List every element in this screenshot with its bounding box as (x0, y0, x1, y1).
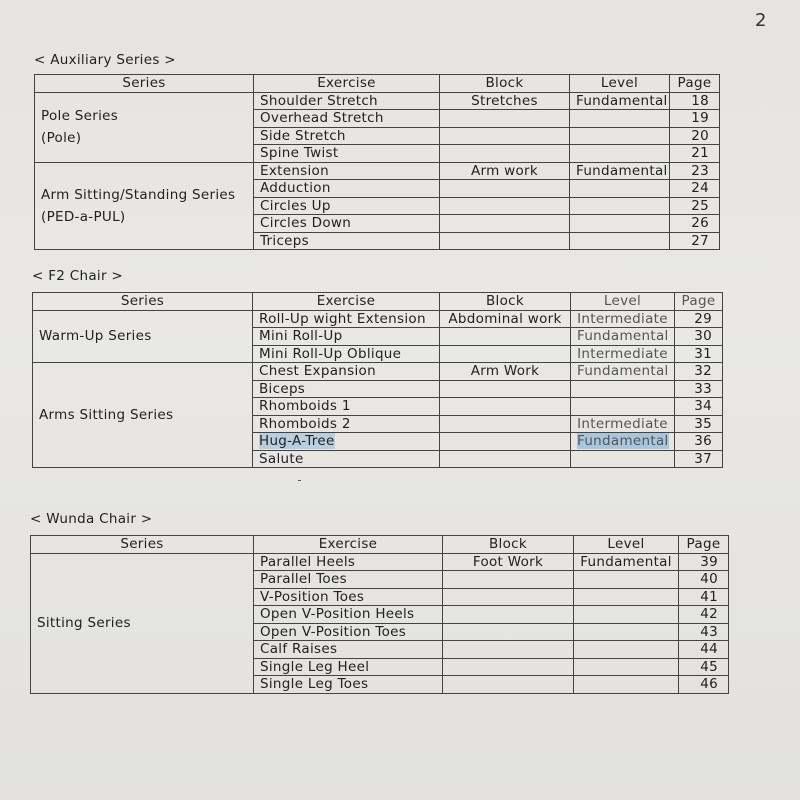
level-cell (570, 215, 670, 233)
highlighted-exercise: Hug-A-Tree (259, 433, 335, 450)
exercise-cell: Mini Roll-Up Oblique (253, 345, 440, 363)
page-cell: 30 (675, 328, 723, 346)
level-cell (570, 127, 670, 145)
series-apparatus: (PED-a-PUL) (41, 208, 126, 225)
exercise-cell: Open V-Position Heels (254, 606, 443, 624)
table-wunda-chair (30, 535, 729, 694)
page-cell: 19 (670, 110, 720, 128)
page-cell: 43 (679, 623, 729, 641)
page-cell: 42 (679, 606, 729, 624)
section-title-auxiliary: < Auxiliary Series > (34, 52, 176, 68)
page-cell: 25 (670, 197, 720, 215)
exercise-cell: Spine Twist (254, 145, 440, 163)
page-cell: 36 (675, 433, 723, 451)
block-cell: Arm work (440, 162, 570, 180)
block-cell (440, 450, 571, 468)
block-cell (443, 658, 574, 676)
table-row (35, 92, 720, 110)
page-cell: 37 (675, 450, 723, 468)
header-level: Level (574, 536, 679, 554)
level-cell: Intermediate (571, 345, 675, 363)
block-cell (440, 127, 570, 145)
page-cell: 23 (670, 162, 720, 180)
block-cell: Abdominal work (440, 310, 571, 328)
level-cell (570, 197, 670, 215)
level-cell (574, 588, 679, 606)
series-apparatus: (Pole) (41, 130, 82, 146)
header-series: Series (35, 75, 254, 93)
level-cell (571, 433, 675, 451)
page-cell: 35 (675, 415, 723, 433)
exercise-cell (253, 433, 440, 451)
level-cell: Fundamental (570, 162, 670, 180)
exercise-cell: Biceps (253, 380, 440, 398)
header-series: Series (31, 536, 254, 554)
page-cell: 40 (679, 571, 729, 589)
block-cell (443, 571, 574, 589)
exercise-cell: Rhomboids 1 (253, 398, 440, 416)
level-cell (570, 232, 670, 250)
page-cell: 29 (675, 310, 723, 328)
level-cell (574, 676, 679, 694)
header-level: Level (570, 75, 670, 93)
page-cell: 20 (670, 127, 720, 145)
page-cell: 39 (679, 553, 729, 571)
header-row (31, 536, 729, 554)
page-cell: 46 (679, 676, 729, 694)
block-cell (440, 328, 571, 346)
header-page: Page (670, 75, 720, 93)
page-cell: 34 (675, 398, 723, 416)
series-name: Pole Series (41, 108, 119, 124)
highlighted-level: Fundamental (577, 433, 669, 450)
exercise-cell: Parallel Toes (254, 571, 443, 589)
series-cell (33, 363, 253, 468)
level-cell (571, 380, 675, 398)
level-cell (571, 398, 675, 416)
exercise-cell: Overhead Stretch (254, 110, 440, 128)
exercise-cell: Triceps (254, 232, 440, 250)
page-cell: 26 (670, 215, 720, 233)
block-cell (440, 180, 570, 198)
page-cell: 18 (670, 92, 720, 110)
block-cell (440, 232, 570, 250)
exercise-cell: Roll-Up wight Extension (253, 310, 440, 328)
block-cell: Arm Work (440, 363, 571, 381)
block-cell (443, 641, 574, 659)
exercise-cell: Rhomboids 2 (253, 415, 440, 433)
exercise-cell: Single Leg Heel (254, 658, 443, 676)
block-cell (440, 433, 571, 451)
table-row (31, 553, 729, 571)
exercise-cell: Single Leg Toes (254, 676, 443, 694)
table-row (35, 162, 720, 180)
exercise-cell: Shoulder Stretch (254, 92, 440, 110)
page-cell: 45 (679, 658, 729, 676)
exercise-cell: Side Stretch (254, 127, 440, 145)
page-cell: 32 (675, 363, 723, 381)
header-exercise: Exercise (254, 75, 440, 93)
page-cell: 27 (670, 232, 720, 250)
table-row (33, 363, 723, 381)
block-cell: Foot Work (443, 553, 574, 571)
header-row (33, 293, 723, 311)
level-cell: Intermediate (571, 310, 675, 328)
section-title-wunda-chair: < Wunda Chair > (30, 511, 153, 527)
level-cell: Fundamental (570, 92, 670, 110)
header-level: Level (571, 293, 675, 311)
block-cell (440, 110, 570, 128)
table-auxiliary (34, 74, 720, 250)
level-cell: Fundamental (574, 553, 679, 571)
level-cell (574, 641, 679, 659)
header-page: Page (679, 536, 729, 554)
block-cell (443, 606, 574, 624)
header-row (35, 75, 720, 93)
block-cell (443, 676, 574, 694)
exercise-cell: Adduction (254, 180, 440, 198)
page-cell: 33 (675, 380, 723, 398)
header-series: Series (33, 293, 253, 311)
level-cell (570, 180, 670, 198)
series-cell (35, 162, 254, 250)
block-cell (440, 415, 571, 433)
level-cell (571, 450, 675, 468)
series-name: Sitting Series (37, 615, 131, 631)
header-exercise: Exercise (254, 536, 443, 554)
page-number: 2 (755, 10, 767, 31)
exercise-cell: V-Position Toes (254, 588, 443, 606)
exercise-cell: Salute (253, 450, 440, 468)
block-cell (440, 345, 571, 363)
exercise-cell: Open V-Position Toes (254, 623, 443, 641)
exercise-cell: Parallel Heels (254, 553, 443, 571)
exercise-cell: Extension (254, 162, 440, 180)
level-cell: Fundamental (571, 328, 675, 346)
stray-mark (298, 480, 301, 481)
header-exercise: Exercise (253, 293, 440, 311)
page-cell: 41 (679, 588, 729, 606)
table-row (33, 310, 723, 328)
block-cell (440, 398, 571, 416)
block-cell (443, 588, 574, 606)
level-cell: Intermediate (571, 415, 675, 433)
page-cell: 21 (670, 145, 720, 163)
series-name: Arms Sitting Series (39, 407, 174, 423)
level-cell (574, 658, 679, 676)
series-cell (33, 310, 253, 363)
header-block: Block (440, 293, 571, 311)
exercise-cell: Calf Raises (254, 641, 443, 659)
series-cell (31, 553, 254, 693)
table-f2-chair (32, 292, 723, 468)
header-block: Block (440, 75, 570, 93)
page-cell: 24 (670, 180, 720, 198)
level-cell (574, 623, 679, 641)
level-cell (570, 145, 670, 163)
exercise-cell: Circles Up (254, 197, 440, 215)
page-cell: 44 (679, 641, 729, 659)
level-cell: Fundamental (571, 363, 675, 381)
header-block: Block (443, 536, 574, 554)
block-cell (440, 145, 570, 163)
block-cell (440, 215, 570, 233)
block-cell (443, 623, 574, 641)
page-cell: 31 (675, 345, 723, 363)
exercise-cell: Chest Expansion (253, 363, 440, 381)
series-name: Warm-Up Series (39, 328, 152, 345)
series-cell (35, 92, 254, 162)
header-page: Page (675, 293, 723, 311)
block-cell: Stretches (440, 92, 570, 110)
block-cell (440, 197, 570, 215)
block-cell (440, 380, 571, 398)
level-cell (570, 110, 670, 128)
section-title-f2-chair: < F2 Chair > (32, 268, 124, 284)
exercise-cell: Mini Roll-Up (253, 328, 440, 346)
level-cell (574, 571, 679, 589)
series-name: Arm Sitting/Standing Series (41, 186, 236, 203)
level-cell (574, 606, 679, 624)
exercise-cell: Circles Down (254, 215, 440, 233)
